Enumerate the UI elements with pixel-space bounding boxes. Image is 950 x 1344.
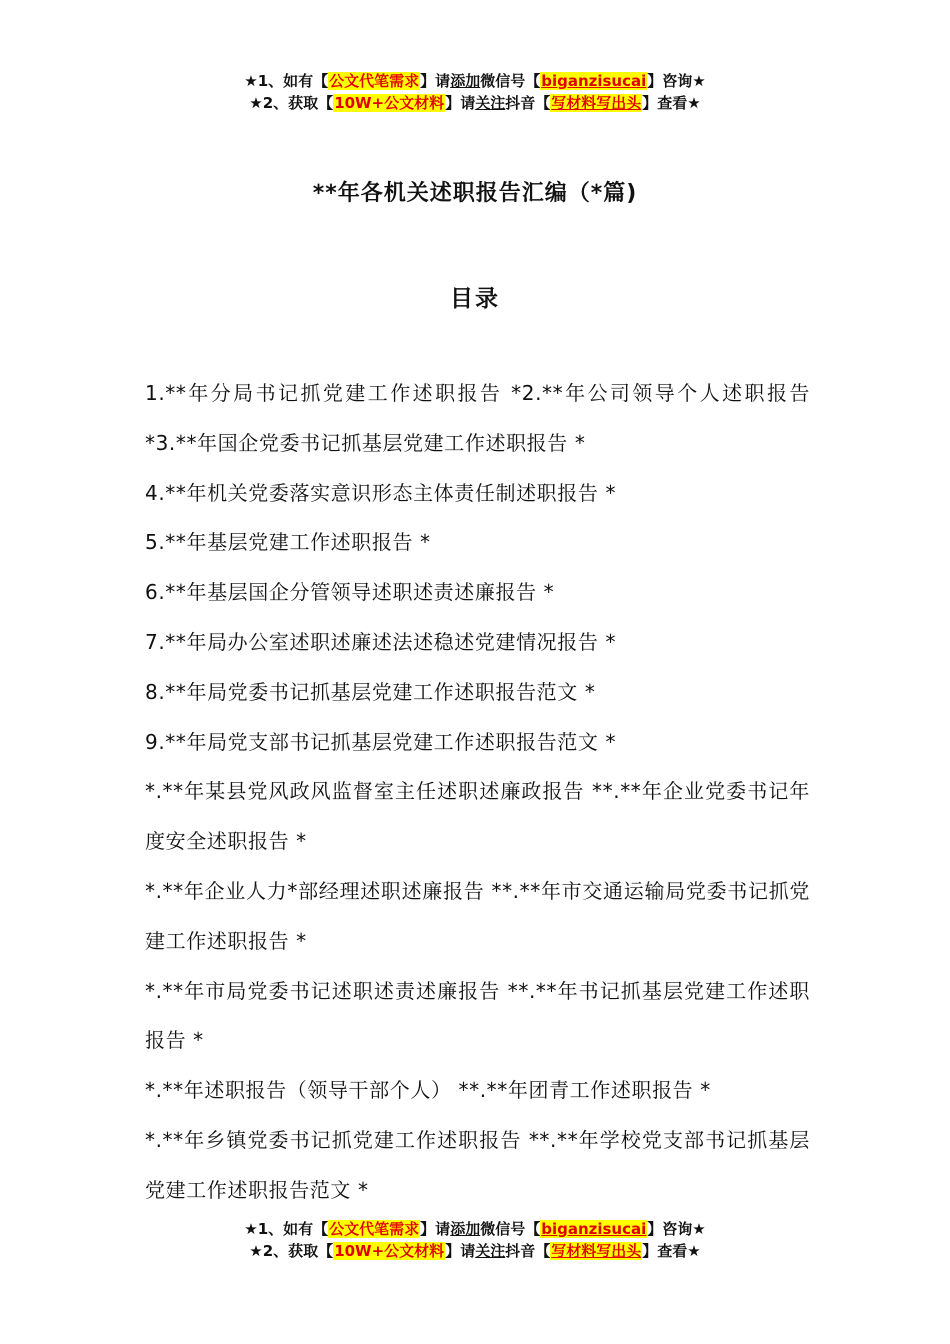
toc-entry[interactable]: 8.**年局党委书记抓基层党建工作述职报告范文 * [145, 679, 596, 704]
promo-text: ★2、获取【 [249, 1242, 334, 1260]
promo-highlight: 10W+公文材料 [334, 1242, 445, 1260]
promo-highlight: 公文代笔需求 [329, 72, 420, 90]
promo-text: ★1、如有【 [244, 72, 329, 90]
toc-entry[interactable]: *.**年企业人力*部经理述职述廉报告 **.**年市交通运输局党委书记抓党建工作述职报告 * [145, 878, 810, 953]
promo-underlined-text: 添加 [450, 1220, 481, 1238]
promo-underlined-text: 关注 [475, 94, 506, 112]
promo-line-2 [0, 1240, 950, 1262]
top-promo-banner [0, 70, 950, 114]
toc-entry[interactable]: *.**年某县党风政风监督室主任述职述廉政报告 **.**年企业党委书记年度安全述职报告 * [145, 779, 810, 854]
toc-entry[interactable]: 1.**年分局书记抓党建工作述职报告 *2.**年公司领导个人述职报告 *3.**年国企党委书记抓基层党建工作述职报告 * [145, 381, 810, 455]
promo-text: 】咨询★ [647, 1220, 706, 1238]
toc-entry[interactable]: *.**年市局党委书记述职述责述廉报告 **.**年书记抓基层党建工作述职报告 * [145, 978, 810, 1053]
wechat-id-highlight: biganzisucai [541, 72, 647, 90]
promo-text: 微信号【 [480, 1220, 541, 1238]
promo-highlight: 10W+公文材料 [334, 94, 445, 112]
wechat-id-highlight: biganzisucai [541, 1220, 647, 1238]
toc-entry[interactable]: 4.**年机关党委落实意识形态主体责任制述职报告 * [145, 480, 617, 505]
promo-text: 】查看★ [642, 94, 701, 112]
promo-line-2 [0, 92, 950, 114]
promo-text: 】请 [445, 1242, 476, 1260]
toc-entry[interactable]: *.**年乡镇党委书记抓党建工作述职报告 **.**年学校党支部书记抓基层党建工作述职报告范文 * [145, 1127, 810, 1202]
promo-underlined-text: 添加 [450, 72, 481, 90]
promo-text: 抖音【 [505, 1242, 551, 1260]
table-of-contents [145, 369, 810, 1216]
promo-text: 抖音【 [505, 94, 551, 112]
promo-highlight: 公文代笔需求 [329, 1220, 420, 1238]
toc-entry[interactable]: 6.**年基层国企分管领导述职述责述廉报告 * [145, 580, 555, 605]
promo-text: 】查看★ [642, 1242, 701, 1260]
toc-entry[interactable]: 7.**年局办公室述职述廉述法述稳述党建情况报告 * [145, 629, 617, 654]
toc-heading: 目录 [450, 286, 500, 312]
promo-text: 】咨询★ [647, 72, 706, 90]
promo-underlined-text: 关注 [475, 1242, 506, 1260]
promo-text: ★1、如有【 [244, 1220, 329, 1238]
document-title: **年各机关述职报告汇编（*篇) [312, 181, 638, 206]
douyin-id-highlight: 写材料写出头 [551, 1242, 642, 1260]
toc-entry[interactable]: 9.**年局党支部书记抓基层党建工作述职报告范文 * [145, 729, 617, 754]
douyin-id-highlight: 写材料写出头 [551, 94, 642, 112]
promo-line-1 [0, 70, 950, 92]
promo-text: 】请 [420, 72, 451, 90]
promo-text: 】请 [420, 1220, 451, 1238]
toc-entry[interactable]: *.**年述职报告（领导干部个人） **.**年团青工作述职报告 * [145, 1078, 711, 1103]
toc-entry[interactable]: 5.**年基层党建工作述职报告 * [145, 530, 431, 555]
promo-text: 微信号【 [480, 72, 541, 90]
bottom-promo-banner [0, 1218, 950, 1262]
promo-line-1 [0, 1218, 950, 1240]
promo-text: ★2、获取【 [249, 94, 334, 112]
promo-text: 】请 [445, 94, 476, 112]
